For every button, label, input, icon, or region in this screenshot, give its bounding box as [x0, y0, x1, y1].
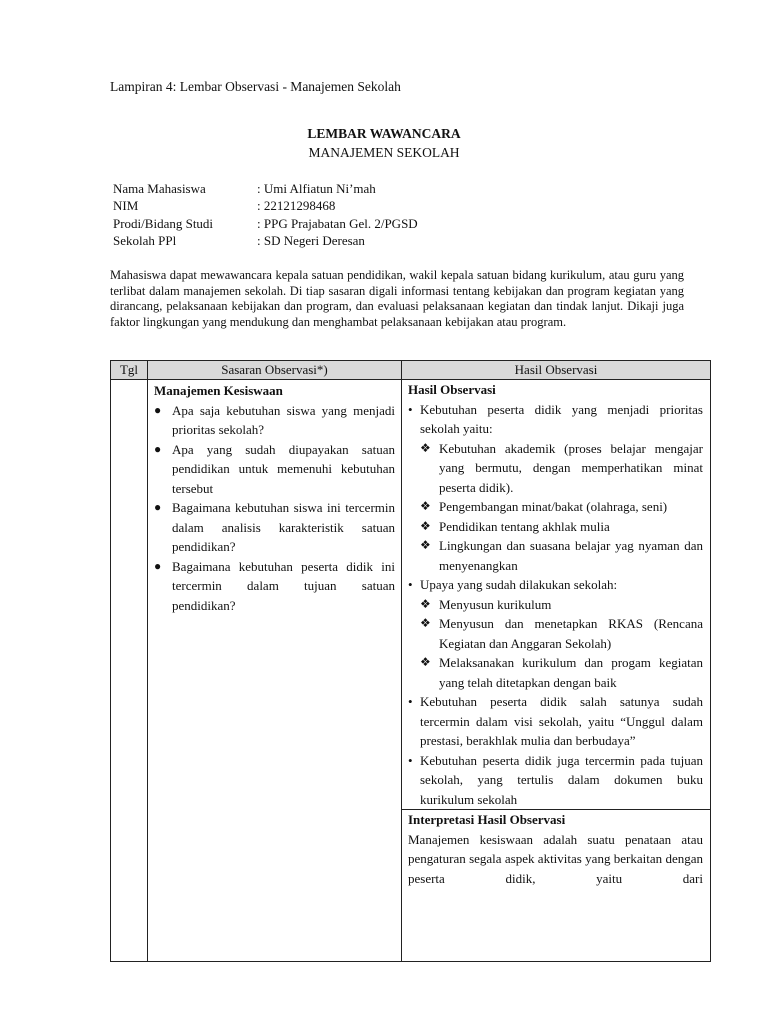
list-item [408, 692, 703, 751]
small-dot-icon: • [408, 694, 413, 709]
target-question: Bagaimana kebutuhan peserta didik ini tercermin dalam tujuan satuan pendidikan? [172, 558, 395, 613]
list-item [154, 440, 395, 499]
result-subpoint: Kebutuhan akademik (proses belajar mengajar yang bermutu, dengan memperhatikan minat peserta didik). [439, 440, 703, 495]
result-sublist [408, 439, 703, 576]
list-item [420, 517, 703, 537]
result-point: Kebutuhan peserta didik yang menjadi prioritas sekolah yaitu: [420, 401, 703, 436]
identity-row-school [110, 232, 418, 249]
result-sublist [408, 595, 703, 693]
list-item [408, 751, 703, 810]
result-point: Upaya yang sudah dilakukan sekolah: [420, 577, 618, 592]
diamond-cluster-icon: ❖ [420, 518, 431, 533]
target-question: Bagaimana kebutuhan siswa ini tercermin dalam analisis karakteristik satuan pendidikan? [172, 500, 395, 554]
diamond-cluster-icon: ❖ [420, 596, 431, 611]
result-list [408, 692, 703, 809]
filled-circle-icon: ● [154, 500, 162, 514]
result-heading: Hasil Observasi [408, 382, 496, 397]
identity-label: Prodi/Bidang Studi [113, 215, 214, 231]
filled-circle-icon: ● [154, 402, 162, 417]
target-heading: Manajemen Kesiswaan [154, 383, 283, 398]
list-item [408, 575, 703, 595]
list-item [420, 497, 703, 517]
identity-value: : 22121298468 [257, 198, 336, 214]
result-subpoint: Menyusun kurikulum [439, 596, 552, 612]
observation-table [110, 360, 711, 962]
list-item [408, 400, 703, 439]
result-subpoint: Lingkungan dan suasana belajar yag nyaman dan menyenangkan [439, 538, 703, 573]
identity-label: Nama Mahasiswa [113, 181, 206, 196]
identity-value: : Umi Alfiatun Ni’mah [257, 181, 376, 196]
list-item [420, 536, 703, 575]
document-title: LEMBAR WAWANCARA [307, 126, 461, 141]
document-subtitle: MANAJEMEN SEKOLAH [308, 145, 460, 160]
small-dot-icon: • [408, 752, 413, 768]
identity-value: : SD Negeri Deresan [257, 232, 365, 248]
target-question-list [154, 401, 395, 616]
result-cell [402, 380, 711, 962]
result-subpoint: Melaksanakan kurikulum dan progam kegiatan yang telah ditetapkan dengan baik [439, 655, 703, 690]
diamond-cluster-icon: ❖ [420, 616, 431, 630]
result-point: Kebutuhan peserta didik salah satunya sudah tercermin dalam visi sekolah, yaitu “Unggul dalam prestasi, berakhlak mulia dan berbudaya” [420, 694, 703, 748]
diamond-cluster-icon: ❖ [420, 440, 431, 455]
table-row [111, 380, 711, 962]
interpretation-heading: Interpretasi Hasil Observasi [402, 809, 710, 830]
table-header-row [111, 361, 711, 380]
identity-label: Sekolah PPl [113, 232, 177, 248]
filled-circle-icon: ● [154, 558, 162, 573]
diamond-cluster-icon: ❖ [420, 499, 431, 513]
list-item [420, 614, 703, 653]
list-item [420, 595, 703, 615]
result-list [408, 575, 703, 595]
appendix-title: Lampiran 4: Lembar Observasi - Manajemen Sekolah [110, 79, 401, 94]
target-question: Apa saja kebutuhan siswa yang menjadi prioritas sekolah? [172, 402, 395, 437]
list-item [154, 498, 395, 557]
target-question: Apa yang sudah diupayakan satuan pendidikan untuk memenuhi kebutuhan tersebut [172, 441, 395, 496]
header-date: Tgl [111, 361, 148, 380]
small-dot-icon: • [408, 401, 413, 417]
filled-circle-icon: ● [154, 441, 162, 456]
diamond-cluster-icon: ❖ [420, 538, 431, 552]
identity-row-nim [110, 197, 418, 214]
result-list [408, 400, 703, 439]
list-item [154, 557, 395, 616]
identity-row-name [110, 180, 418, 197]
identity-table [110, 180, 418, 249]
interpretation-text: Manajemen kesiswaan adalah suatu penataan atau pengaturan segala aspek aktivitas yang berkaitan dengan peserta didik, yaitu dari [408, 831, 703, 886]
target-cell [148, 380, 402, 962]
list-item [420, 439, 703, 498]
list-item [420, 653, 703, 692]
identity-row-prodi [110, 215, 418, 232]
result-subpoint: Pengembangan minat/bakat (olahraga, seni) [439, 499, 668, 514]
list-item [154, 401, 395, 440]
identity-label: NIM [113, 198, 139, 214]
header-result: Hasil Observasi [402, 361, 711, 380]
date-cell [111, 380, 148, 962]
intro-paragraph: Mahasiswa dapat mewawancara kepala satuan pendidikan, wakil kepala satuan bidang kurikulum, atau guru yang terlibat dalam manajemen sekolah. Di tiap sasaran digali informasi tentang kebijakan dan program kegiatan yang dirancang, pelaksanaan kebijakan dan program, dan evaluasi pelaksanaan kegiatan dan tindak lanjut. Dikaji juga faktor lingkungan yang mendukung dan menghambat pelaksanaan kebijakan atau program. [110, 268, 684, 329]
diamond-cluster-icon: ❖ [420, 655, 431, 669]
result-subpoint: Menyusun dan menetapkan RKAS (Rencana Kegiatan dan Anggaran Sekolah) [439, 616, 703, 651]
header-target: Sasaran Observasi*) [148, 361, 402, 380]
result-point: Kebutuhan peserta didik juga tercermin pada tujuan sekolah, yang tertulis dalam dokumen buku kurikulum sekolah [420, 752, 703, 807]
identity-value: : PPG Prajabatan Gel. 2/PGSD [257, 215, 418, 231]
result-subpoint: Pendidikan tentang akhlak mulia [439, 518, 610, 534]
small-dot-icon: • [408, 577, 413, 592]
